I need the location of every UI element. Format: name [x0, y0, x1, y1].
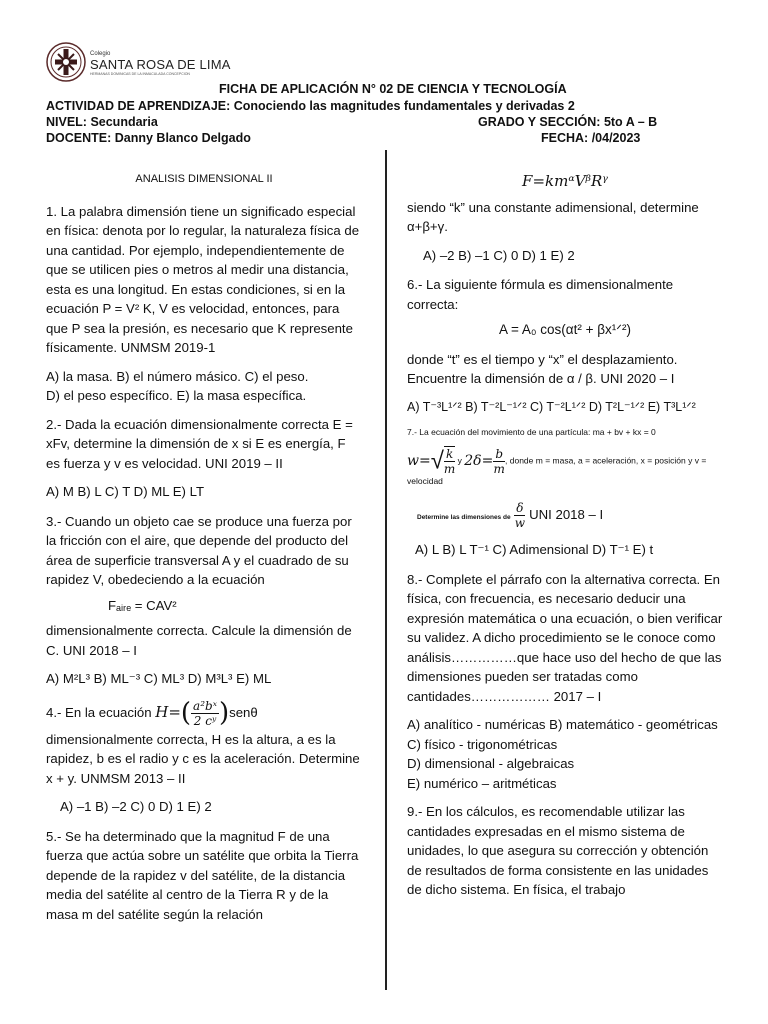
- school-subtitle: HERMANAS DOMINICAS DE LA INMACULADA CONCEPCION: [90, 72, 190, 76]
- q4-options: A) –1 B) –2 C) 0 D) 1 E) 2: [60, 799, 212, 814]
- q5-options: A) –2 B) –1 C) 0 D) 1 E) 2: [423, 247, 575, 263]
- q8-option-e: E) numérico – aritméticas: [407, 775, 557, 791]
- q7-equations: [407, 446, 723, 487]
- q8-options: [407, 715, 723, 793]
- q7-ratio: [514, 501, 525, 530]
- q6-options: A) T⁻³L¹ᐟ² B) T⁻²L⁻¹ᐟ² C) T⁻²L¹ᐟ² D) T²L⁻¹ᐟ² E) T³L¹ᐟ²: [407, 399, 696, 414]
- school-crest-logo: [46, 42, 86, 82]
- question-9: 9.- En los cálculos, es recomendable utilizar las cantidades expresadas en el mismo sistema de unidades, lo que asegura su corrección y obtención de resultados de forma consistente en las unidades de dicho sistema. En física, el trabajo: [407, 804, 709, 897]
- question-5-cont: siendo “k” una constante adimensional, determine α+β+γ.: [407, 199, 699, 234]
- section-title: ANALISIS DIMENSIONAL II: [135, 173, 273, 185]
- q7-2delta: 2δ=: [464, 452, 494, 469]
- q7-w: w=: [407, 452, 431, 469]
- q7-and: y: [455, 455, 465, 466]
- q1-options-row2: D) el peso específico. E) la masa específica.: [46, 388, 307, 403]
- school-name: SANTA ROSA DE LIMA: [90, 57, 231, 72]
- question-5: 5.- Se ha determinado que la magnitud F de una fuerza que actúa sobre un satélite que orbita la Tierra depende de la rapidez v del satélite, de la distancia media del satélite al centro de la Tierra R y de la masa m del satélite según la relación: [46, 828, 359, 922]
- q7-options: A) L B) L T⁻¹ C) Adimensional D) T⁻¹ E) t: [415, 542, 654, 557]
- q1-options-row1: A) la masa. B) el número másico. C) el peso.: [46, 368, 309, 384]
- question-3: 3.- Cuando un objeto cae se produce una fuerza por la fricción con el aire, que depende del producto del área de superficie transversal A y el cuadrado de su rapidez V, obedeciendo a la ecuación: [46, 513, 352, 587]
- q7-b: b: [495, 446, 504, 461]
- question-4-line: [46, 699, 362, 728]
- question-7: 7.- La ecuación del movimiento de una partícula: ma + bv + kx = 0: [407, 427, 656, 437]
- q4-fraction: [191, 699, 219, 728]
- q4-denominator: 2 cʸ: [193, 713, 217, 728]
- q7-m: m: [493, 461, 505, 476]
- grade-line: GRADO Y SECCIÓN: 5to A – B: [478, 115, 658, 129]
- q7-w-den: w: [514, 516, 525, 530]
- q4-H: H=: [155, 703, 181, 722]
- question-4-cont: dimensionalmente correcta, H es la altura, a es la rapidez, b es el radio y c es la aceleración. Determine x + y. UNMSM 2013 – II: [46, 731, 360, 786]
- q3-equation: Fₐᵢᵣₑ = CAV²: [108, 597, 177, 613]
- sqrt-icon: √: [430, 447, 444, 475]
- school-prefix: Colegio: [90, 51, 111, 57]
- left-paren: (: [180, 697, 192, 728]
- activity-line: ACTIVIDAD DE APRENDIZAJE: Conociendo las magnitudes fundamentales y derivadas 2: [46, 99, 575, 113]
- q7-root-fraction: [444, 446, 455, 476]
- question-6: 6.- La siguiente fórmula es dimensionalmente correcta:: [407, 277, 674, 312]
- q4-sen: senθ: [229, 704, 258, 720]
- q7-note: , donde m = masa, a = aceleración, x = posición y v = velocidad: [407, 455, 707, 486]
- teacher-line: DOCENTE: Danny Blanco Delgado: [46, 131, 251, 145]
- q7-determine-line: [417, 501, 723, 530]
- level-line: NIVEL: Secundaria: [46, 115, 158, 129]
- q5-formula: F=kmᵅVᵝRᵞ: [522, 172, 608, 190]
- question-8: 8.- Complete el párrafo con la alternativa correcta. En física, con frecuencia, es necesario deducir una expresión matemática o una ecuación, o bien verificar su validez. A dicho procedimiento se le conoce como análisis……………que hace uso del hecho de que las dimensiones pueden ser tratadas como cantidades……………… 2017 – I: [407, 571, 723, 704]
- school-name-block: [90, 50, 231, 77]
- q4-prefix: 4.- En la ecuación: [46, 704, 156, 720]
- right-column: [407, 172, 723, 909]
- q7-delta: δ: [516, 501, 524, 515]
- q3-options: A) M²L³ B) ML⁻³ C) ML³ D) M³L³ E) ML: [46, 671, 272, 686]
- q7-root-den: m: [443, 462, 456, 476]
- q8-option-d: D) dimensional - algebraicas: [407, 756, 575, 771]
- question-1: 1. La palabra dimensión tiene un significado especial en física: denota por lo regular, la naturaleza física de una cantidad. Por ejemplo, independientemente de que se utilicen pies o metros al medir una distancia, esta es una longitud. En estas condiciones, si en la ecuación P = V² K, V es velocidad, entonces, para que P sea la presión, es necesario que K represente físicamente. UNMSM 2019-1: [46, 203, 360, 355]
- question-6-cont: donde “t” es el tiempo y “x” el desplazamiento. Encuentre la dimensión de α / β. UNI 2020 – I: [407, 351, 678, 386]
- document-title: FICHA DE APLICACIÓN N° 02 DE CIENCIA Y TECNOLOGÍA: [219, 82, 567, 96]
- q7-source: UNI 2018 – I: [525, 506, 604, 522]
- date-line: FECHA: /04/2023: [541, 131, 641, 145]
- question-2: 2.- Dada la ecuación dimensionalmente correcta E = xFv, determine la dimensión de x si E es energía, F es fuerza y v es velocidad. UNI 2019 – II: [46, 416, 353, 471]
- q6-equation: A = A₀ cos(αt² + βx¹ᐟ²): [499, 322, 631, 337]
- column-divider: [385, 150, 387, 990]
- q8-options-abc: A) analítico - numéricas B) matemático - geométricas C) físico - trigonométricas: [407, 717, 718, 752]
- right-paren: ): [218, 697, 230, 728]
- q1-options: [46, 367, 362, 406]
- left-column: [46, 170, 362, 933]
- q7-determine: Determine las dimensiones de: [417, 513, 511, 521]
- q7-b-fraction: [493, 447, 505, 476]
- q4-numerator: a²bˣ: [193, 698, 217, 713]
- q7-root-num: k: [444, 447, 455, 462]
- q2-options: A) M B) L C) T D) ML E) LT: [46, 484, 205, 499]
- question-3-cont: dimensionalmente correcta. Calcule la dimensión de C. UNI 2018 – I: [46, 623, 352, 658]
